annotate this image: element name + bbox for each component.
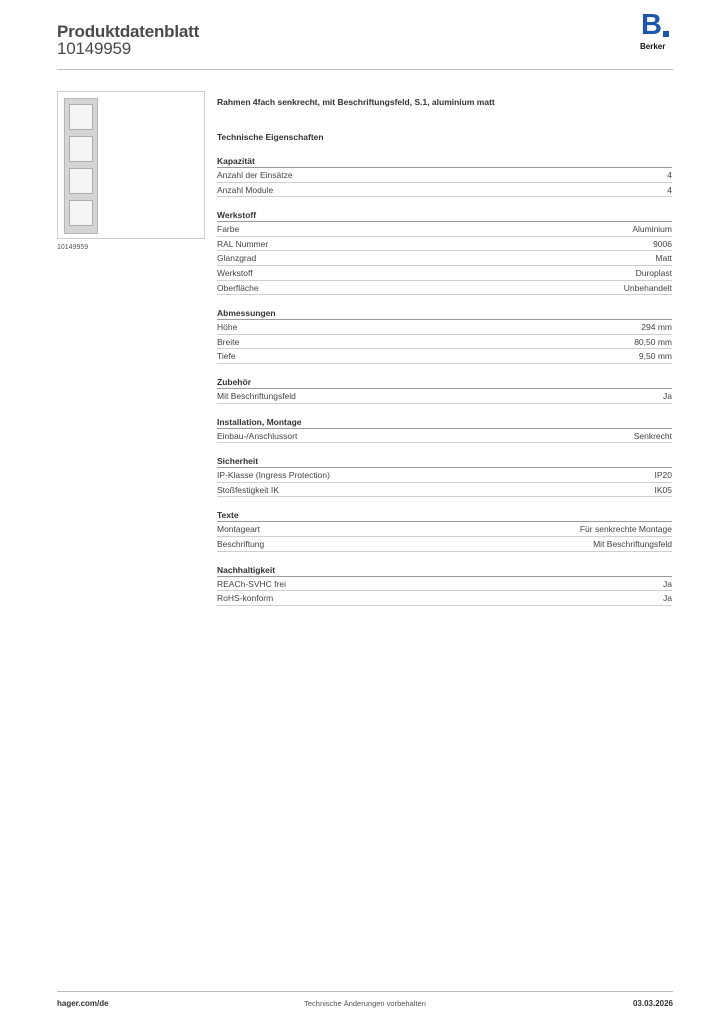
property-value: Duroplast <box>635 267 672 278</box>
property-value: Senkrecht <box>633 430 672 441</box>
property-value: Ja <box>663 578 672 589</box>
section-title: Abmessungen <box>217 306 672 320</box>
section-title: Sicherheit <box>217 454 672 468</box>
property-row <box>217 522 672 537</box>
property-row <box>217 168 672 183</box>
property-label: Tiefe <box>217 351 236 362</box>
property-row <box>217 349 672 364</box>
property-section <box>217 208 672 295</box>
property-value: 9,50 mm <box>638 351 672 362</box>
frame-cell <box>69 168 93 194</box>
logo-dot-icon <box>663 31 669 37</box>
property-label: Einbau-/Anschlussort <box>217 430 298 441</box>
product-number: 10149959 <box>57 39 132 58</box>
property-label: Mit Beschriftungsfeld <box>217 390 296 401</box>
section-title: Installation, Montage <box>217 415 672 429</box>
property-label: REACh-SVHC frei <box>217 578 286 589</box>
property-label: IP-Klasse (Ingress Protection) <box>217 470 330 481</box>
property-value: Ja <box>663 390 672 401</box>
frame-cell <box>69 136 93 162</box>
property-label: Glanzgrad <box>217 253 257 264</box>
page-title: Produktdatenblatt <box>57 22 200 41</box>
frame-cell <box>69 104 93 130</box>
footer-website[interactable]: hager.com/de <box>57 999 109 1008</box>
property-row <box>217 320 672 335</box>
property-section <box>217 375 672 404</box>
page-header <box>57 20 673 70</box>
section-title: Nachhaltigkeit <box>217 563 672 577</box>
property-row <box>217 429 672 444</box>
property-label: Farbe <box>217 224 240 235</box>
property-value: 4 <box>667 170 672 180</box>
property-section <box>217 454 672 497</box>
property-label: Breite <box>217 336 240 347</box>
property-section <box>217 563 672 606</box>
product-details <box>217 95 672 606</box>
property-row <box>217 468 672 483</box>
property-value: Matt <box>655 253 672 264</box>
property-value: IP20 <box>654 470 672 481</box>
page-footer <box>57 991 673 1011</box>
property-value: 4 <box>667 184 672 195</box>
product-name: Rahmen 4fach senkrecht, mit Beschriftungsfeld, S.1, aluminium matt <box>217 97 495 107</box>
property-row <box>217 483 672 498</box>
product-image <box>57 91 205 239</box>
frame-cell <box>69 200 93 226</box>
property-row <box>217 537 672 552</box>
property-section <box>217 415 672 444</box>
property-row <box>217 183 672 198</box>
property-value: Ja <box>663 593 672 604</box>
logo-text: Berker <box>640 42 666 51</box>
property-section <box>217 154 672 197</box>
property-row <box>217 251 672 266</box>
berker-logo <box>640 9 676 55</box>
property-label: RoHS-konform <box>217 593 274 604</box>
property-label: Oberfläche <box>217 282 259 293</box>
property-value: IK05 <box>654 484 672 495</box>
property-value: 9006 <box>653 238 672 249</box>
property-label: Werkstoff <box>217 267 253 278</box>
property-row <box>217 389 672 404</box>
property-value: Mit Beschriftungsfeld <box>593 538 672 549</box>
property-value: Für senkrechte Montage <box>579 524 672 535</box>
footer-date: 03.03.2026 <box>632 999 673 1008</box>
property-value: 80,50 mm <box>634 336 672 347</box>
property-value: Unbehandelt <box>623 282 672 293</box>
property-row <box>217 335 672 350</box>
property-row <box>217 237 672 252</box>
property-row <box>217 222 672 237</box>
property-row <box>217 281 672 296</box>
logo-letter: B <box>641 9 662 41</box>
property-label: Anzahl der Einsätze <box>217 170 293 180</box>
property-row <box>217 266 672 281</box>
property-label: Anzahl Module <box>217 184 274 195</box>
frame-illustration-icon <box>64 98 98 234</box>
property-section <box>217 508 672 551</box>
footer-notice: Technische Änderungen vorbehalten <box>304 999 426 1008</box>
image-caption: 10149959 <box>57 244 89 251</box>
property-sections <box>217 154 672 606</box>
property-label: Montageart <box>217 524 260 535</box>
property-label: Höhe <box>217 322 238 333</box>
section-title: Kapazität <box>217 154 672 168</box>
property-label: Beschriftung <box>217 538 265 549</box>
property-value: 294 mm <box>641 322 672 333</box>
tech-properties-heading: Technische Eigenschaften <box>217 132 324 142</box>
property-section <box>217 306 672 364</box>
property-row <box>217 577 672 592</box>
property-label: RAL Nummer <box>217 238 269 249</box>
section-title: Werkstoff <box>217 208 672 222</box>
section-title: Zubehör <box>217 375 672 389</box>
property-value: Aluminium <box>632 224 672 235</box>
section-title: Texte <box>217 508 672 522</box>
property-label: Stoßfestigkeit IK <box>217 484 279 495</box>
property-row <box>217 591 672 606</box>
